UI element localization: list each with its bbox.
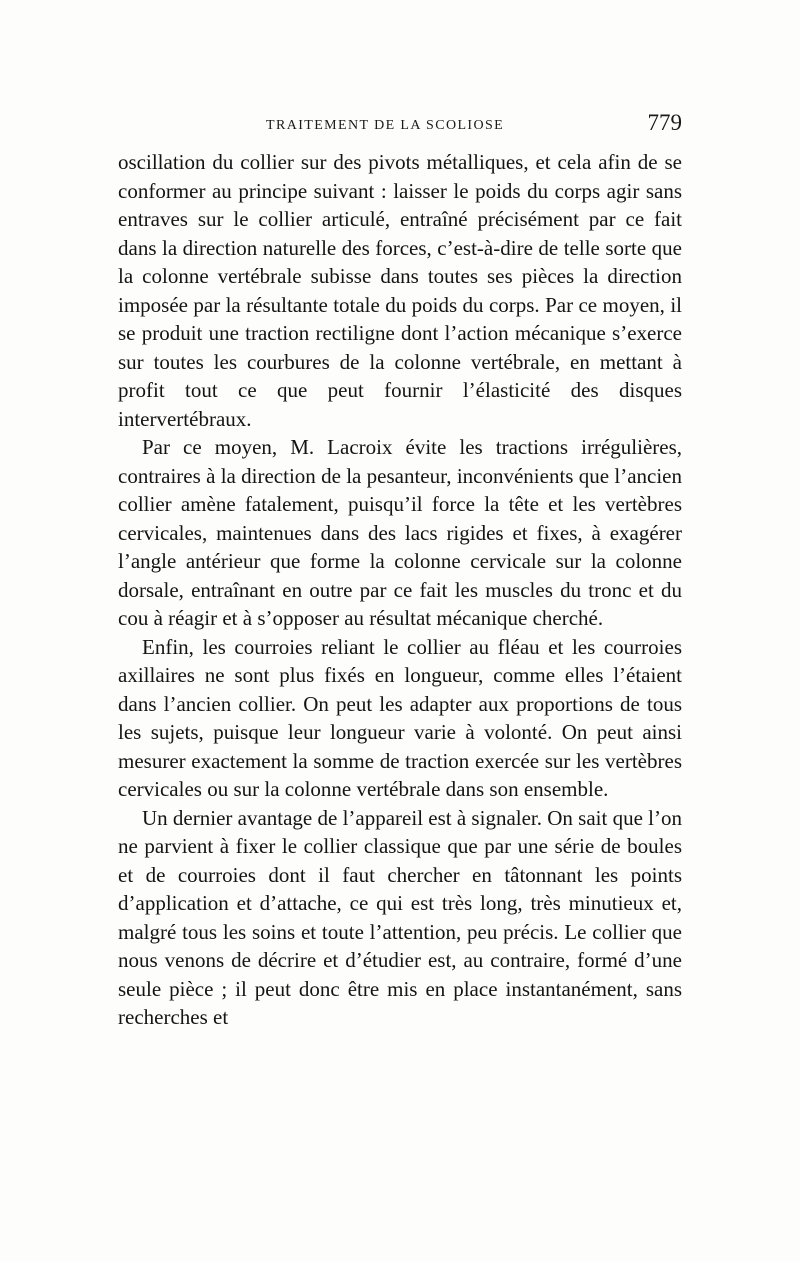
page-number: 779 (647, 110, 682, 135)
paragraph-3: Enfin, les courroies reliant le collier au fléau et les courroies axillaires ne sont plus fixés en longueur, comme elles l’étaient dans l’ancien collier. On peut les adapter aux proportions de tous les sujets, puisque leur longueur varie à volonté. On peut ainsi mesurer exactement la somme de traction exercée sur les vertèbres cervicales ou sur la colonne vertébrale dans son ensemble. (118, 634, 682, 801)
paragraph-4: Un dernier avantage de l’appareil est à signaler. On sait que l’on ne parvient à fixer le collier classique que par une série de boules et de courroies dont il faut chercher en tâtonnant les points d’application et d’attache, ce qui est très long, très minutieux et, malgré tous les soins et toute l’attention, peu précis. Le collier que nous venons de décrire et d’étudier est, au contraire, formé d’une seule pièce ; il peut donc être mis en place instantanément, sans recherches et (118, 805, 682, 1029)
paragraph-2: Par ce moyen, M. Lacroix évite les tractions irrégulières, contraires à la direction de la pesanteur, inconvénients que l’ancien collier amène fatalement, puisqu’il force la tête et les vertèbres cervicales, maintenues dans des lacs rigides et fixes, à exagérer l’angle antérieur que forme la colonne cervicale sur la colonne dorsale, entraînant en outre par ce fait les muscles du tronc et du cou à réagir et à s’opposer au résultat mécanique cherché. (118, 435, 682, 630)
body-text (118, 148, 682, 1032)
running-head (118, 108, 682, 138)
paragraph-1: oscillation du collier sur des pivots métalliques, et cela afin de se conformer au principe suivant : laisser le poids du corps agir sans entraves sur le collier articulé, entraîné précisément par ce fait dans la direction naturelle des forces, c’est-à-dire de telle sorte que la colonne vertébrale subisse dans toutes ses pièces la direction imposée par la résultante totale du poids du corps. Par ce moyen, il se produit une traction rectiligne dont l’action mécanique s’exerce sur toutes les courbures de la colonne vertébrale, en mettant à profit tout ce que peut fournir l’élasticité des disques intervertébraux. (118, 150, 682, 431)
running-head-title: TRAITEMENT DE LA SCOLIOSE (266, 118, 505, 133)
